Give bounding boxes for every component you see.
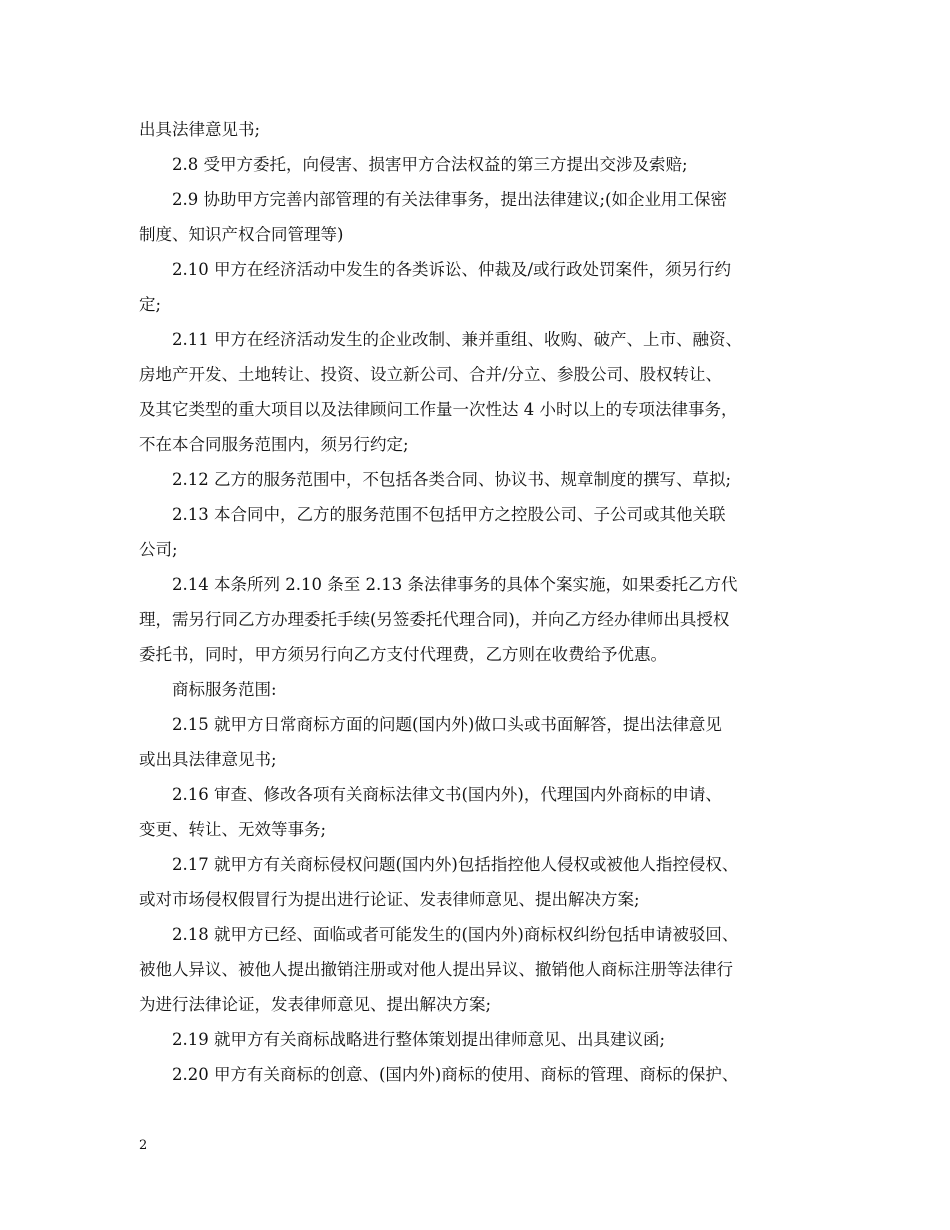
text-line: 理，需另行同乙方办理委托手续(另签委托代理合同)，并向乙方经办律师出具授权 bbox=[139, 610, 730, 629]
text-line: 2.8 受甲方委托，向侵害、损害甲方合法权益的第三方提出交涉及索赔; bbox=[172, 155, 688, 174]
page-number: 2 bbox=[139, 1138, 148, 1153]
text-line: 2.10 甲方在经济活动中发生的各类诉讼、仲裁及/或行政处罚案件，须另行约 bbox=[172, 260, 732, 279]
text-line: 出具法律意见书; bbox=[139, 120, 261, 139]
text-line: 2.13 本合同中，乙方的服务范围不包括甲方之控股公司、子公司或其他关联 bbox=[172, 505, 726, 524]
text-line: 2.12 乙方的服务范围中，不包括各类合同、协议书、规章制度的撰写、草拟; bbox=[172, 470, 732, 489]
text-line: 2.14 本条所列 2.10 条至 2.13 条法律事务的具体个案实施，如果委托乙方代 bbox=[172, 575, 738, 594]
text-line: 2.19 就甲方有关商标战略进行整体策划提出律师意见、出具建议函; bbox=[172, 1030, 666, 1049]
text-line: 定; bbox=[139, 295, 162, 314]
text-line: 2.11 甲方在经济活动发生的企业改制、兼并重组、收购、破产、上市、融资、 bbox=[172, 330, 742, 349]
text-line: 委托书，同时，甲方须另行向乙方支付代理费，乙方则在收费给予优惠。 bbox=[139, 645, 667, 664]
text-line: 2.20 甲方有关商标的创意、(国内外)商标的使用、商标的管理、商标的保护、 bbox=[172, 1065, 739, 1084]
text-line: 2.9 协助甲方完善内部管理的有关法律事务，提出法律建议;(如企业用工保密 bbox=[172, 190, 727, 209]
text-line: 2.18 就甲方已经、面临或者可能发生的(国内外)商标权纠纷包括申请被驳回、 bbox=[172, 925, 739, 944]
text-line: 或出具法律意见书; bbox=[139, 750, 277, 769]
text-line: 及其它类型的重大项目以及法律顾问工作量一次性达 4 小时以上的专项法律事务， bbox=[139, 400, 738, 419]
text-line: 为进行法律论证，发表律师意见、提出解决方案; bbox=[139, 995, 492, 1014]
text-line: 商标服务范围: bbox=[172, 680, 277, 699]
text-line: 公司; bbox=[139, 540, 178, 559]
text-line: 变更、转让、无效等事务; bbox=[139, 820, 327, 839]
text-line: 2.17 就甲方有关商标侵权问题(国内外)包括指控他人侵权或被他人指控侵权、 bbox=[172, 855, 739, 874]
text-line: 2.15 就甲方日常商标方面的问题(国内外)做口头或书面解答，提出法律意见 bbox=[172, 715, 722, 734]
text-line: 房地产开发、土地转让、投资、设立新公司、合并/分立、参股公司、股权转让、 bbox=[139, 365, 723, 384]
text-line: 2.16 审查、修改各项有关商标法律文书(国内外)，代理国内外商标的申请、 bbox=[172, 785, 722, 804]
document-body bbox=[139, 112, 829, 1092]
text-line: 被他人异议、被他人提出撤销注册或对他人提出异议、撤销他人商标注册等法律行 bbox=[139, 960, 733, 979]
text-line: 不在本合同服务范围内，须另行约定; bbox=[139, 435, 409, 454]
text-line: 或对市场侵权假冒行为提出进行论证、发表律师意见、提出解决方案; bbox=[139, 890, 640, 909]
text-line: 制度、知识产权合同管理等) bbox=[139, 225, 344, 244]
